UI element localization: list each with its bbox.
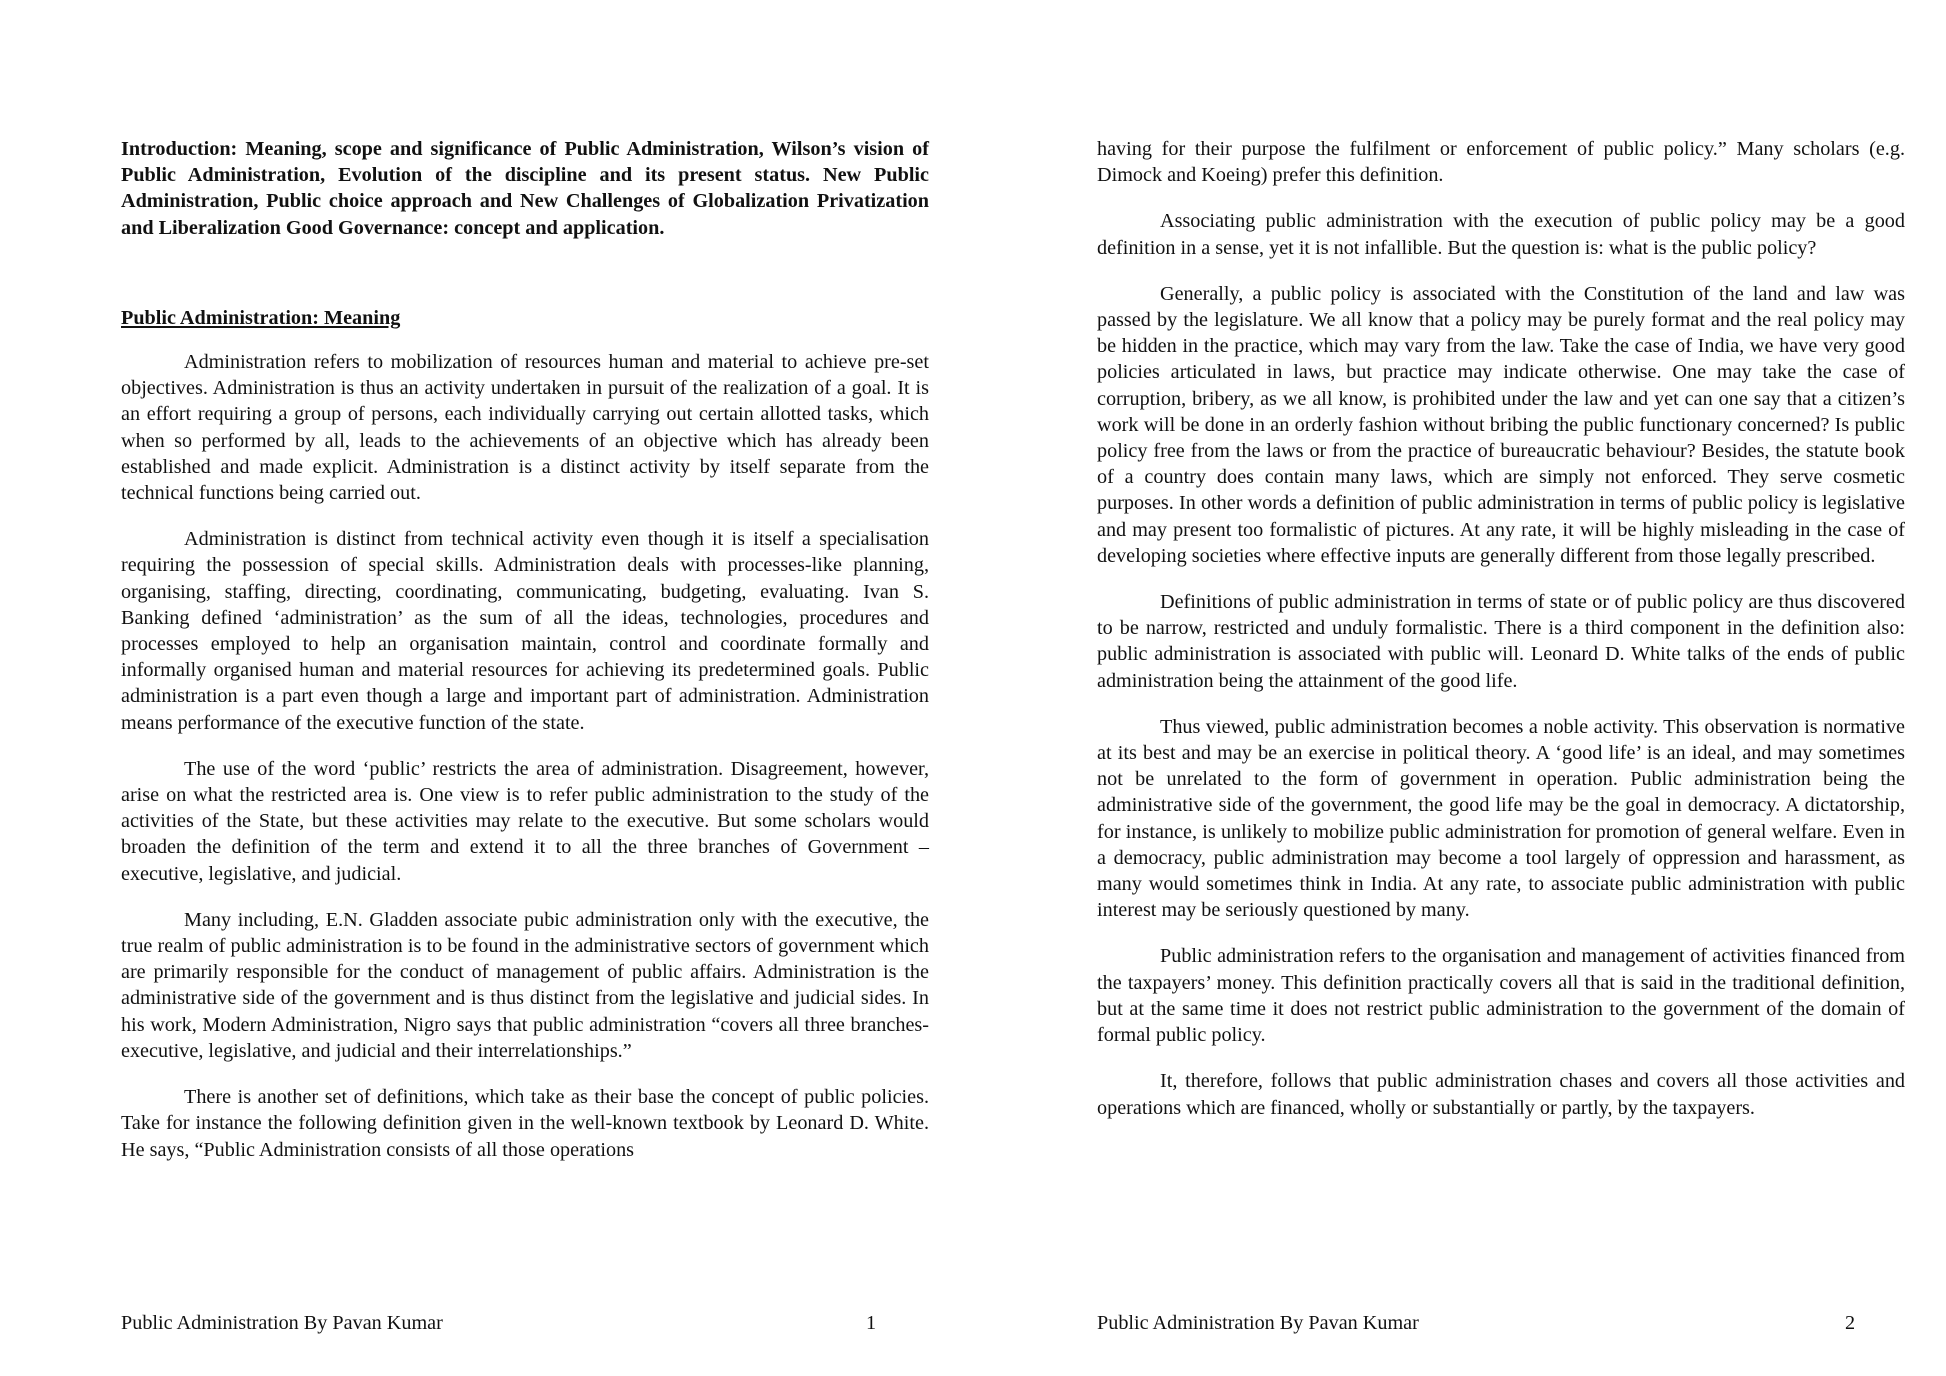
page-2 [973, 0, 1946, 1376]
page-number: 1 [866, 1312, 877, 1334]
paragraph-continuation: having for their purpose the fulfilment or enforcement of public policy.” Many scholars (e.g. Dimock and Koeing) prefer this definition. [1097, 138, 1905, 187]
paragraph: There is another set of definitions, which take as their base the concept of public policies. Take for instance the following definition given in the well-known textbook by Leonard D. White. He says, “Public Administration consists of all those operations [121, 1086, 929, 1161]
footer-title: Public Administration By Pavan Kumar [121, 1312, 443, 1334]
paragraph: Thus viewed, public administration becomes a noble activity. This observation is normative at its best and may be an exercise in political theory. A ‘good life’ is an ideal, and may sometimes not be unrelated to the form of government in operation. Public administration being the administrative side of the government, the good life may be the goal in democracy. A dictatorship, for instance, is unlikely to mobilize public administration for promotion of general welfare. Even in a democracy, public administration may become a tool largely of oppression and harassment, as many would sometimes think in India. At any rate, to associate public administration with public interest may be seriously questioned by many. [1097, 715, 1905, 922]
paragraph: It, therefore, follows that public administration chases and covers all those activities and operations which are financed, wholly or substantially or partly, by the taxpayers. [1097, 1070, 1905, 1119]
page-number: 2 [1845, 1312, 1856, 1334]
paragraph: Administration refers to mobilization of resources human and material to achieve pre-set objectives. Administration is thus an activity undertaken in pursuit of the realization of a goal. It is an effort requiring a group of persons, each individually carrying out certain allotted tasks, which when so performed by all, leads to the achievements of an objective which has already been established and made explicit. Administration is a distinct activity by itself separate from the technical functions being carried out. [121, 351, 929, 505]
paragraph: Associating public administration with the execution of public policy may be a good definition in a sense, yet it is not infallible. But the question is: what is the public policy? [1097, 210, 1905, 259]
page-2-body [1097, 136, 1905, 1141]
paragraph: Administration is distinct from technical activity even though it is itself a specialisation requiring the possession of special skills. Administration deals with processes-like planning, organising, staffing, directing, coordinating, communicating, budgeting, evaluating. Ivan S. Banking defined ‘administration’ as the sum of all the ideas, technologies, procedures and processes employed to help an organisation maintain, control and coordinate formally and informally organised human and material resources for achieving its predetermined goals. Public administration is a part even though a large and important part of administration. Administration means performance of the executive function of the state. [121, 528, 929, 734]
paragraph: Generally, a public policy is associated with the Constitution of the land and law was passed by the legislature. We all know that a policy may be purely format and the real policy may be hidden in the practice, which may vary from the law. Take the case of India, we have very good policies articulated in laws, but practice may indicate otherwise. One may take the case of corruption, bribery, as we all know, is prohibited under the law and yet can one say that a citizen’s work will be done in an orderly fashion without bribing the public functionary concerned? Is public policy free from the laws or from the practice of bureaucratic behaviour? Besides, the statute book of a country does contain many laws, which are simply not enforced. They serve cosmetic purposes. In other words a definition of public administration in terms of public policy is legislative and may present too formalistic of pictures. At any rate, it will be highly misleading in the case of developing societies where effective inputs are generally different from those legally prescribed. [1097, 282, 1905, 567]
intro-heading: Introduction: Meaning, scope and significance of Public Administration, Wilson’s vision of Public Administration, Evolution of the discipline and its present status. New Public Administration, Public choice approach and New Challenges of Globalization Privatization and Liberalization Good Governance: concept and application. [121, 138, 929, 239]
paragraph: Many including, E.N. Gladden associate pubic administration only with the executive, the true realm of public administration is to be found in the administrative sectors of government which are primarily responsible for the conduct of management of public affairs. Administration is the administrative side of the government and is thus distinct from the legislative and judicial sides. In his work, Modern Administration, Nigro says that public administration “covers all three branches-executive, legislative, and judicial and their interrelationships.” [121, 908, 929, 1062]
paragraph: Definitions of public administration in terms of state or of public policy are thus discovered to be narrow, restricted and unduly formalistic. There is a third component in the definition also: public administration is associated with public will. Leonard D. White talks of the ends of public administration being the attainment of the good life. [1097, 591, 1905, 692]
paragraph: The use of the word ‘public’ restricts the area of administration. Disagreement, however, arise on what the restricted area is. One view is to refer public administration to the study of the activities of the State, but these activities may relate to the executive. But some scholars would broaden the definition of the term and extend it to all the three branches of Government – executive, legislative, and judicial. [121, 757, 929, 885]
footer-title: Public Administration By Pavan Kumar [1097, 1312, 1419, 1334]
paragraph: Public administration refers to the organisation and management of activities financed from the taxpayers’ money. This definition practically covers all that is said in the traditional definition, but at the same time it does not restrict public administration to the government of the domain of formal public policy. [1097, 945, 1905, 1047]
page-1-body [121, 136, 929, 1183]
section-heading: Public Administration: Meaning [121, 306, 401, 329]
